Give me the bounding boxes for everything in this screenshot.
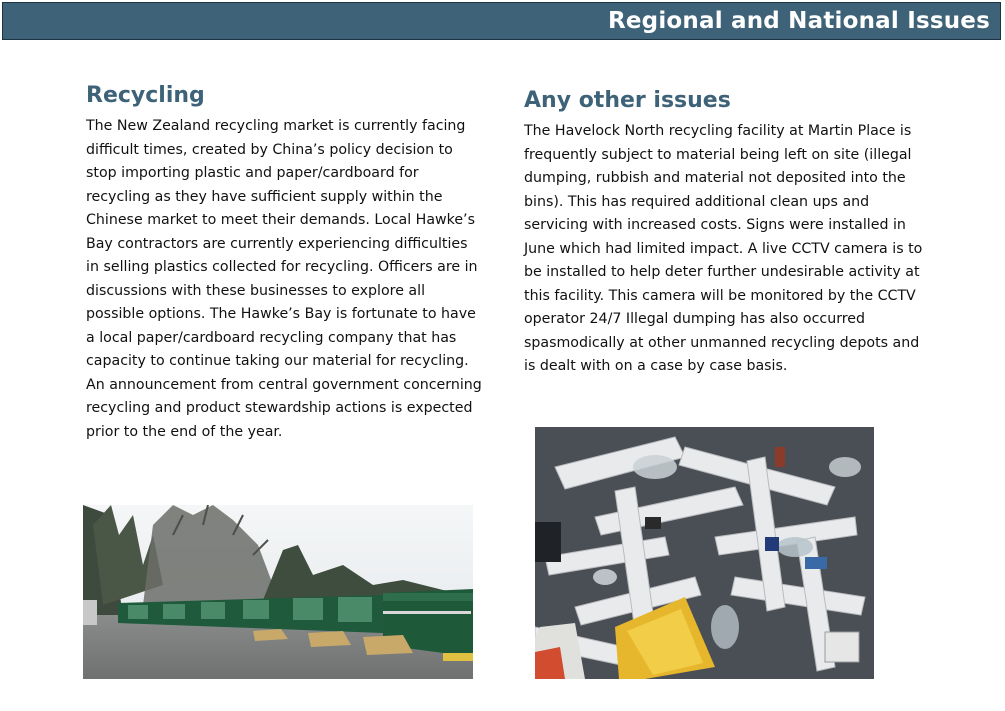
recycling-body-text: The New Zealand recycling market is currently facing difficult times, created by China’s policy decision to stop importing plastic and paper/cardboard for recycling as they have sufficient supply within the Chinese market to meet their demands. Local Hawke’s Bay contractors are currently experiencing difficulties in selling plastics collected for recycling. Officers are in discussions with these businesses to explore all possible options. The Hawke’s Bay is fortunate to have a local paper/cardboard recycling company that has capacity to continue taking our material for recycling. An announcement from central government concerning recycling and product stewardship actions is expected prior to the end of the year. — [86, 118, 482, 440]
other-issues-heading: Any other issues — [524, 88, 731, 113]
recycling-heading: Recycling — [86, 83, 205, 108]
recycling-depot-photo — [83, 505, 473, 679]
other-issues-body-text: The Havelock North recycling facility at Martin Place is frequently subject to material being left on site (illegal dumping, rubbish and material not deposited into the bins). This has required additional clean ups and servicing with increased costs. Signs were installed in June which had limited impact. A live CCTV camera is to be installed to help deter further undesirable activity at this facility. This camera will be monitored by the CCTV operator 24/7 Illegal dumping has also occurred spasmodically at other unmanned recycling depots and is dealt with on a case by case basis. — [524, 123, 923, 374]
recycling-bin-photo — [535, 427, 874, 679]
section-banner — [2, 2, 1001, 40]
banner-title: Regional and National Issues — [607, 8, 990, 34]
